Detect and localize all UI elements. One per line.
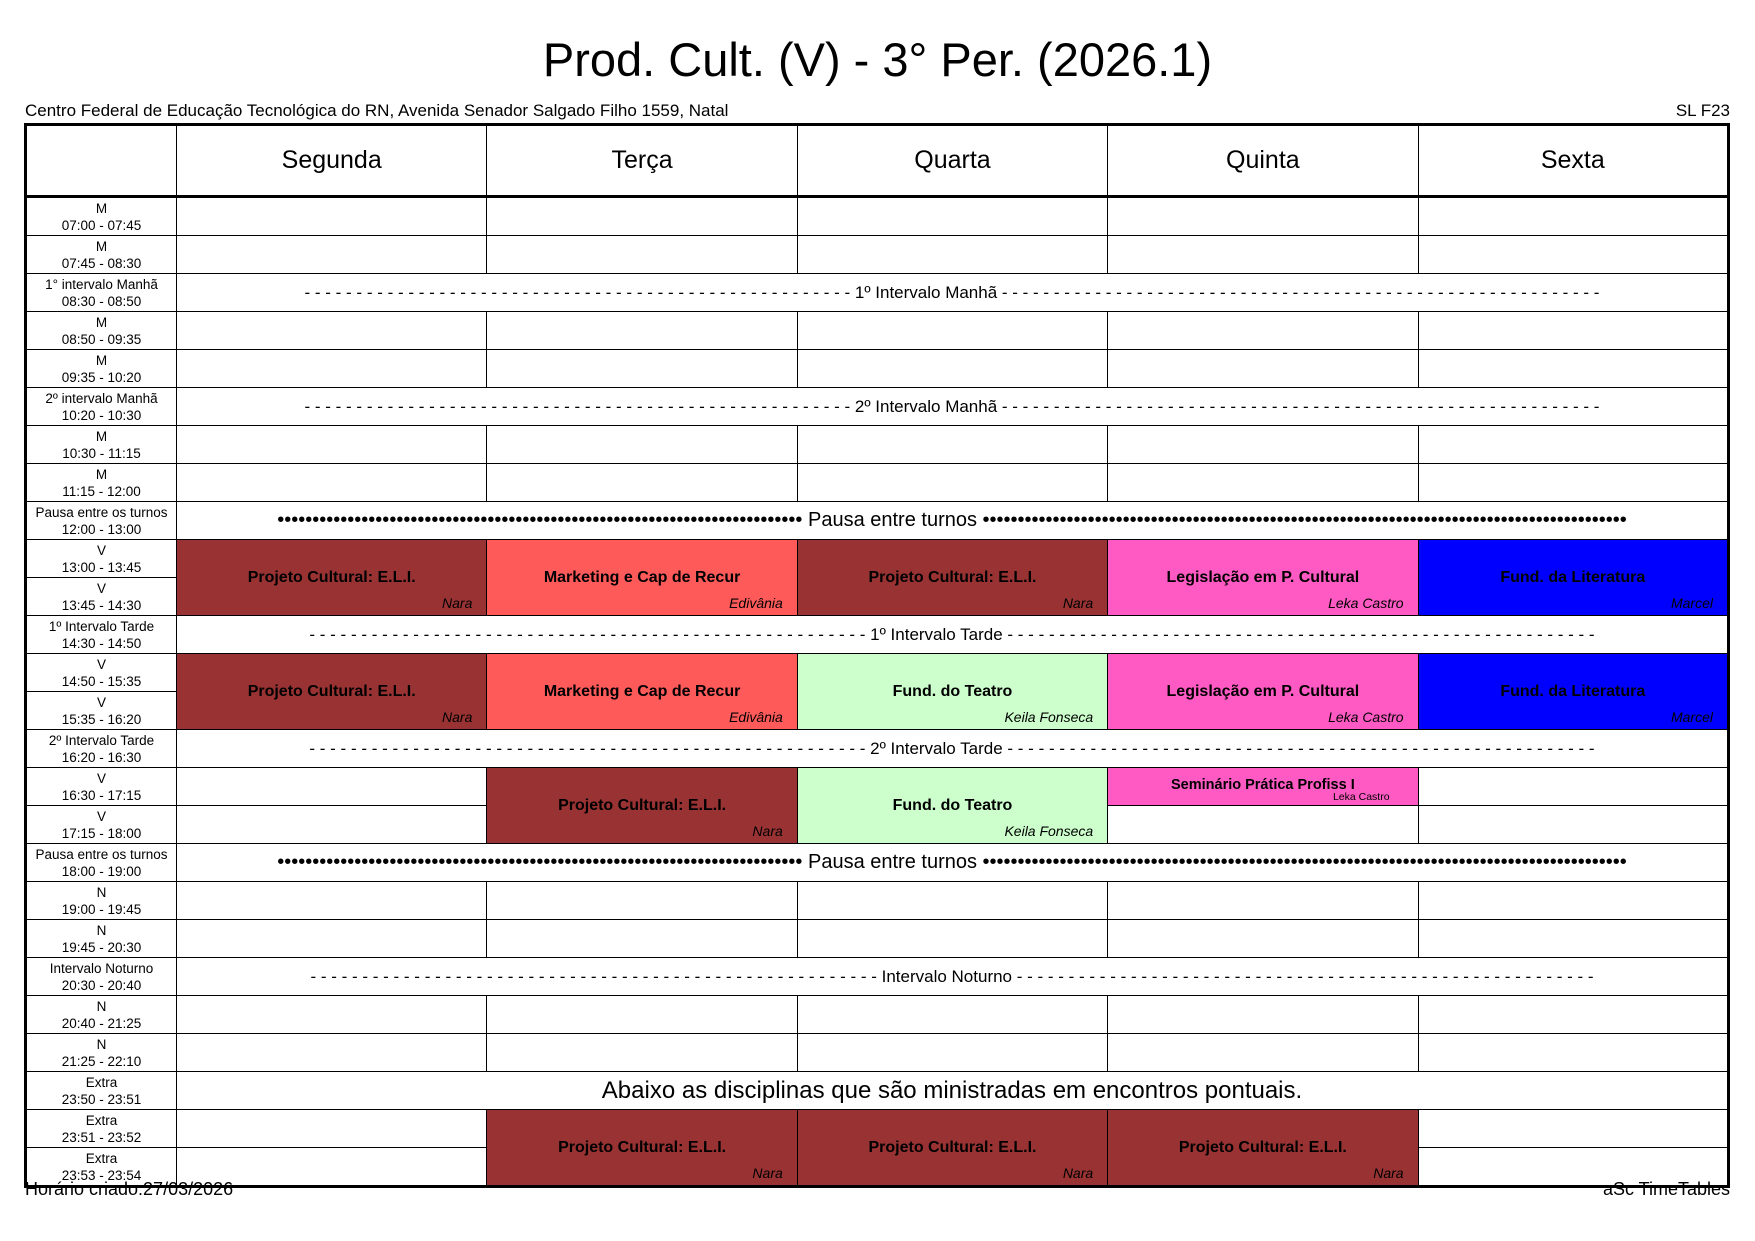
period-row: [26, 1034, 1729, 1072]
period-row: [26, 996, 1729, 1034]
empty-slot: [177, 1034, 487, 1072]
empty-slot: [1418, 1110, 1728, 1148]
lesson-subject: Fund. do Teatro: [892, 796, 1013, 814]
lesson-block[interactable]: [797, 654, 1107, 730]
empty-slot: [1418, 806, 1728, 844]
empty-slot: [487, 197, 797, 236]
empty-slot: [1418, 197, 1728, 236]
empty-slot: [797, 426, 1107, 464]
empty-slot: [1418, 920, 1728, 958]
pause-banner: ••••••••••••••••••••••••••••••••••••••••••••••••••••••••••••••••••••••••••• Pausa entre turnos ••••••••••••••••••••••••••••••••••••••••••••••••••••••••••••••••••••••••••••••••••••••••••••: [177, 502, 1729, 540]
pause-banner: ••••••••••••••••••••••••••••••••••••••••••••••••••••••••••••••••••••••••••• Pausa entre turnos ••••••••••••••••••••••••••••••••••••••••••••••••••••••••••••••••••••••••••••••••••••••••••••: [177, 844, 1729, 882]
break-banner: - - - - - - - - - - - - - - - - - - - - - - - - - - - - - - - - - - - - - - - - - - - - - - - - - - - - - - - Intervalo Noturno - - - - - - - - - - - - - - - - - - - - - - - - - - - - - - - - - - - - - - - - - - - - - - - - - - - - - - - -: [177, 958, 1729, 996]
empty-slot: [797, 464, 1107, 502]
empty-slot: [177, 1110, 487, 1148]
break-row: [26, 274, 1729, 312]
lesson-teacher: Marcel: [1670, 709, 1713, 725]
empty-slot: [1108, 312, 1418, 350]
empty-slot: [797, 350, 1107, 388]
lesson-block[interactable]: [797, 1110, 1107, 1187]
empty-slot: [177, 236, 487, 274]
lesson-subject: Fund. do Teatro: [892, 682, 1013, 700]
period-label: Extra 23:53 - 23:54: [26, 1148, 177, 1187]
empty-slot: [177, 426, 487, 464]
software-credit: aSc TimeTables: [1602, 1179, 1730, 1199]
empty-slot: [1418, 1034, 1728, 1072]
empty-slot: [1108, 426, 1418, 464]
lesson-block[interactable]: [797, 540, 1107, 616]
lesson-teacher: Keila Fonseca: [1004, 709, 1094, 725]
empty-slot: [177, 464, 487, 502]
empty-slot: [177, 312, 487, 350]
lesson-block[interactable]: [1108, 768, 1418, 806]
break-row: [26, 730, 1729, 768]
empty-slot: [1108, 920, 1418, 958]
empty-slot: [487, 1034, 797, 1072]
empty-slot: [487, 464, 797, 502]
period-label: N 20:40 - 21:25: [26, 996, 177, 1034]
corner-cell: [26, 125, 177, 197]
empty-slot: [1418, 768, 1728, 806]
empty-slot: [797, 312, 1107, 350]
period-label: V 16:30 - 17:15: [26, 768, 177, 806]
period-label: M 07:00 - 07:45: [26, 197, 177, 236]
empty-slot: [1418, 464, 1728, 502]
period-label: Pausa entre os turnos 18:00 - 19:00: [26, 844, 177, 882]
period-row: [26, 920, 1729, 958]
empty-slot: [1418, 996, 1728, 1034]
period-row: [26, 882, 1729, 920]
lesson-subject: Projeto Cultural: E.L.I.: [868, 1138, 1037, 1156]
day-header: Quinta: [1108, 125, 1418, 197]
period-label: 1º Intervalo Tarde 14:30 - 14:50: [26, 616, 177, 654]
lesson-block[interactable]: [487, 768, 797, 844]
empty-slot: [797, 996, 1107, 1034]
empty-slot: [177, 768, 487, 806]
empty-slot: [487, 882, 797, 920]
break-banner: - - - - - - - - - - - - - - - - - - - - - - - - - - - - - - - - - - - - - - - - - - - - - - - - - - - - - - 2º Intervalo Tarde - - - - - - - - - - - - - - - - - - - - - - - - - - - - - - - - - - - - - - - - - - - - - - - - - - - - - - - - -: [177, 730, 1729, 768]
empty-slot: [177, 882, 487, 920]
period-label: V 14:50 - 15:35: [26, 654, 177, 692]
lesson-subject: Marketing e Cap de Recur: [543, 568, 741, 586]
header-row: [26, 125, 1729, 197]
empty-slot: [487, 426, 797, 464]
lesson-teacher: Edivânia: [729, 709, 783, 725]
lesson-block[interactable]: [1418, 540, 1728, 616]
lesson-subject: Marketing e Cap de Recur: [543, 682, 741, 700]
empty-slot: [487, 312, 797, 350]
day-header: Segunda: [177, 125, 487, 197]
empty-slot: [1418, 312, 1728, 350]
period-label: V 15:35 - 16:20: [26, 692, 177, 730]
period-label: N 19:00 - 19:45: [26, 882, 177, 920]
break-row: [26, 502, 1729, 540]
break-row: [26, 958, 1729, 996]
break-banner: - - - - - - - - - - - - - - - - - - - - - - - - - - - - - - - - - - - - - - - - - - - - - - - - - - - - - - 1º Intervalo Tarde - - - - - - - - - - - - - - - - - - - - - - - - - - - - - - - - - - - - - - - - - - - - - - - - - - - - - - - - -: [177, 616, 1729, 654]
period-label: M 08:50 - 09:35: [26, 312, 177, 350]
day-header: Sexta: [1418, 125, 1728, 197]
lesson-subject: Projeto Cultural: E.L.I.: [558, 1138, 727, 1156]
lesson-block[interactable]: [177, 540, 487, 616]
empty-slot: [487, 350, 797, 388]
period-label: Pausa entre os turnos 12:00 - 13:00: [26, 502, 177, 540]
lesson-block[interactable]: [487, 654, 797, 730]
lesson-subject: Projeto Cultural: E.L.I.: [247, 568, 416, 586]
empty-slot: [1418, 426, 1728, 464]
lesson-teacher: Nara: [752, 823, 783, 839]
empty-slot: [1418, 350, 1728, 388]
lesson-subject: Projeto Cultural: E.L.I.: [247, 682, 416, 700]
lesson-subject: Legislação em P. Cultural: [1166, 682, 1360, 700]
period-row: [26, 426, 1729, 464]
break-row: [26, 616, 1729, 654]
period-label: 2º Intervalo Tarde 16:20 - 16:30: [26, 730, 177, 768]
lesson-teacher: Leka Castro: [1328, 595, 1404, 611]
lesson-block[interactable]: [1108, 540, 1418, 616]
period-row: [26, 350, 1729, 388]
period-label: Extra 23:50 - 23:51: [26, 1072, 177, 1110]
lesson-teacher: Nara: [752, 1165, 783, 1181]
lesson-block[interactable]: [1418, 654, 1728, 730]
empty-slot: [1418, 236, 1728, 274]
period-label: Extra 23:51 - 23:52: [26, 1110, 177, 1148]
extra-note: Abaixo as disciplinas que são ministradas em encontros pontuais.: [177, 1072, 1729, 1110]
empty-slot: [797, 1034, 1107, 1072]
period-label: V 17:15 - 18:00: [26, 806, 177, 844]
break-row: [26, 844, 1729, 882]
lesson-block[interactable]: [487, 540, 797, 616]
period-label: N 21:25 - 22:10: [26, 1034, 177, 1072]
lesson-teacher: Nara: [1373, 1165, 1404, 1181]
lesson-teacher: Edivânia: [729, 595, 783, 611]
page-title: Prod. Cult. (V) - 3° Per. (2026.1): [542, 33, 1213, 86]
empty-slot: [1108, 197, 1418, 236]
lesson-subject: Projeto Cultural: E.L.I.: [868, 568, 1037, 586]
period-label: M 09:35 - 10:20: [26, 350, 177, 388]
period-label: V 13:45 - 14:30: [26, 578, 177, 616]
empty-slot: [1108, 806, 1418, 844]
lesson-teacher: Nara: [442, 595, 473, 611]
lesson-teacher: Keila Fonseca: [1004, 823, 1094, 839]
day-header: Quarta: [797, 125, 1107, 197]
empty-slot: [177, 350, 487, 388]
period-row: [26, 464, 1729, 502]
lesson-block[interactable]: [797, 768, 1107, 844]
lesson-teacher: Marcel: [1670, 595, 1713, 611]
lesson-block[interactable]: [487, 1110, 797, 1187]
break-row: [26, 388, 1729, 426]
timetable-grid: [24, 123, 1730, 1188]
empty-slot: [487, 996, 797, 1034]
empty-slot: [1108, 350, 1418, 388]
lesson-subject: Fund. da Literatura: [1500, 568, 1646, 586]
empty-slot: [177, 197, 487, 236]
period-row: [26, 540, 1729, 578]
period-row: [26, 236, 1729, 274]
extra-note-row: [26, 1072, 1729, 1110]
lesson-subject: Legislação em P. Cultural: [1166, 568, 1360, 586]
period-label: 1° intervalo Manhã 08:30 - 08:50: [26, 274, 177, 312]
lesson-teacher: Leka Castro: [1328, 709, 1404, 725]
period-label: V 13:00 - 13:45: [26, 540, 177, 578]
lesson-teacher: Nara: [1062, 595, 1094, 611]
empty-slot: [797, 197, 1107, 236]
empty-slot: [487, 236, 797, 274]
lesson-teacher: Nara: [442, 709, 473, 725]
empty-slot: [177, 920, 487, 958]
lesson-block[interactable]: [177, 654, 487, 730]
empty-slot: [1108, 882, 1418, 920]
period-row: [26, 654, 1729, 692]
period-label: N 19:45 - 20:30: [26, 920, 177, 958]
empty-slot: [1108, 1034, 1418, 1072]
period-label: 2º intervalo Manhã 10:20 - 10:30: [26, 388, 177, 426]
empty-slot: [797, 882, 1107, 920]
created-date: Horário criado:27/03/2026: [25, 1179, 234, 1199]
empty-slot: [177, 996, 487, 1034]
period-label: M 10:30 - 11:15: [26, 426, 177, 464]
empty-slot: [177, 806, 487, 844]
empty-slot: [487, 920, 797, 958]
empty-slot: [1418, 882, 1728, 920]
break-banner: - - - - - - - - - - - - - - - - - - - - - - - - - - - - - - - - - - - - - - - - - - - - - - - - - - - - - 1º Intervalo Manhã - - - - - - - - - - - - - - - - - - - - - - - - - - - - - - - - - - - - - - - - - - - - - - - - - - - - - - - - - -: [177, 274, 1729, 312]
period-row: [26, 1110, 1729, 1148]
institution-address: Centro Federal de Educação Tecnológica do RN, Avenida Senador Salgado Filho 1559, Natal: [25, 101, 729, 120]
period-label: Intervalo Noturno 20:30 - 20:40: [26, 958, 177, 996]
empty-slot: [1108, 236, 1418, 274]
break-banner: - - - - - - - - - - - - - - - - - - - - - - - - - - - - - - - - - - - - - - - - - - - - - - - - - - - - - 2º Intervalo Manhã - - - - - - - - - - - - - - - - - - - - - - - - - - - - - - - - - - - - - - - - - - - - - - - - - - - - - - - - - -: [177, 388, 1729, 426]
empty-slot: [797, 236, 1107, 274]
period-row: [26, 197, 1729, 236]
lesson-block[interactable]: [1108, 1110, 1418, 1187]
lesson-teacher: Leka Castro: [1332, 791, 1390, 803]
empty-slot: [1108, 464, 1418, 502]
day-header: Terça: [487, 125, 797, 197]
period-row: [26, 312, 1729, 350]
period-label: M 07:45 - 08:30: [26, 236, 177, 274]
lesson-subject: Seminário Prática Profiss I: [1170, 777, 1355, 793]
empty-slot: [1108, 996, 1418, 1034]
room-label: SL F23: [1675, 101, 1730, 120]
period-row: [26, 768, 1729, 806]
lesson-subject: Projeto Cultural: E.L.I.: [1178, 1138, 1347, 1156]
period-label: M 11:15 - 12:00: [26, 464, 177, 502]
empty-slot: [797, 920, 1107, 958]
lesson-subject: Fund. da Literatura: [1500, 682, 1646, 700]
lesson-subject: Projeto Cultural: E.L.I.: [558, 796, 727, 814]
lesson-teacher: Nara: [1062, 1165, 1094, 1181]
lesson-block[interactable]: [1108, 654, 1418, 730]
